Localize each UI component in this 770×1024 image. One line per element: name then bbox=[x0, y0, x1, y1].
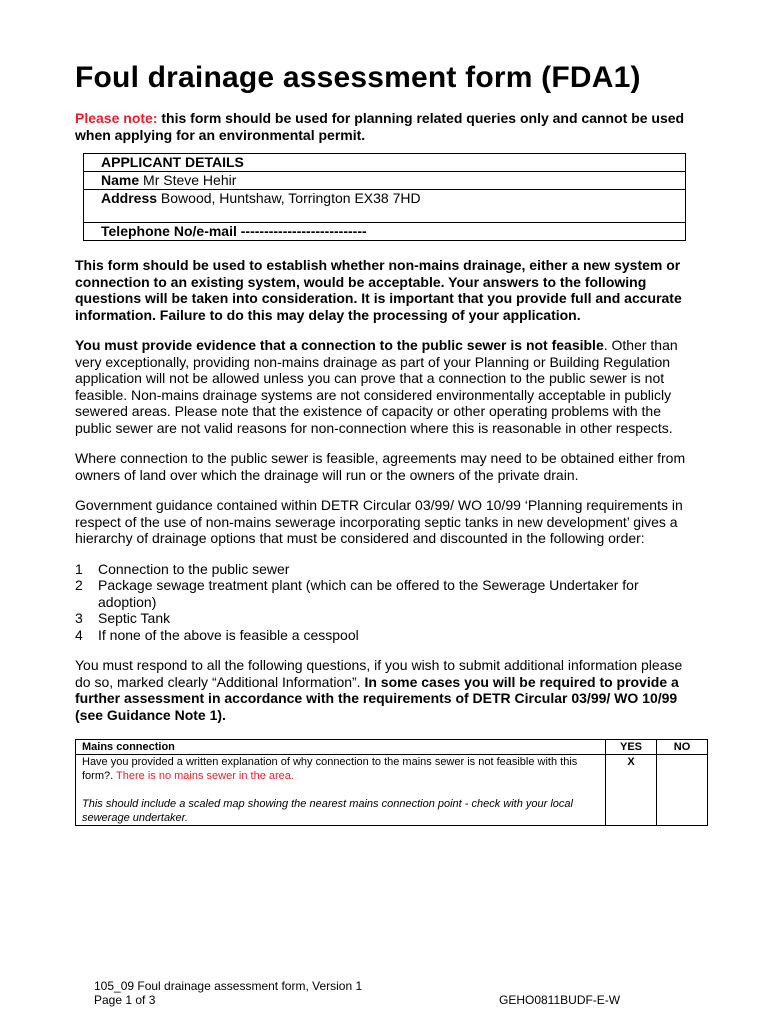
evidence-bold: You must provide evidence that a connection to the public sewer is not feasible bbox=[75, 337, 604, 353]
form-page bbox=[75, 58, 691, 826]
respond-text: You must respond to all the following questions, if you wish to submit additional information please do so, marked clearly “Additional Information”. bbox=[75, 657, 683, 690]
footer-doc-line: 105_09 Foul drainage assessment form, Version 1 bbox=[94, 979, 363, 993]
footer-code: GEHO0811BUDF-E-W bbox=[499, 993, 621, 1007]
name-label: Name bbox=[101, 172, 140, 188]
footer-left bbox=[94, 979, 362, 1007]
no-answer-cell[interactable] bbox=[657, 755, 708, 826]
applicant-details-table bbox=[83, 153, 686, 241]
list-item: 1 Connection to the public sewer bbox=[75, 560, 290, 577]
mains-question-cell bbox=[76, 755, 606, 826]
please-note-text: this form should be used for planning related queries only and cannot be used when applying for an environmental permit. bbox=[75, 110, 685, 143]
yes-header: YES bbox=[606, 740, 657, 755]
applicant-address-row bbox=[84, 190, 686, 223]
telephone-field[interactable]: Telephone No/e-mail --------------------------- bbox=[84, 223, 686, 241]
agreements-paragraph: Where connection to the public sewer is feasible, agreements may need to be obtained either from owners of land over which the drainage will run or the owners of the private drain. bbox=[75, 450, 686, 483]
mains-question: Have you provided a written explanation of why connection to the mains sewer is not feasible with this form?. There is no mains sewer in the area. bbox=[82, 756, 578, 782]
name-value[interactable]: Mr Steve Hehir bbox=[139, 172, 237, 188]
mains-hint: This should include a scaled map showing the nearest mains connection point - check with your local sewerage undertaker. bbox=[82, 798, 573, 824]
respond-bold: In some cases you will be required to provide a further assessment in accordance with the requirements of DETR Circular 03/99/ WO 10/99 (see Guidance Note 1). bbox=[75, 673, 679, 723]
applicant-name-row bbox=[84, 172, 686, 190]
mains-connection-table bbox=[75, 739, 708, 826]
evidence-text: . Other than very exceptionally, providing non-mains drainage as part of your Planning or Building Regulation application will not be allowed unless you can prove that a connection to the public sewer is not feasible. Non-mains drainage systems are not considered environmentally acceptable in publicly sewered areas. Please note that the existence of capacity or other operating problems with the public sewer are not valid reasons for non-connection where this is reasonable in other respects. bbox=[75, 337, 678, 436]
address-value[interactable]: Bowood, Huntshaw, Torrington EX38 7HD bbox=[157, 190, 421, 206]
address-label: Address bbox=[101, 190, 158, 206]
yes-answer-cell[interactable]: X bbox=[606, 755, 657, 826]
please-note-label: Please note: bbox=[75, 110, 158, 126]
mains-answer-note[interactable]: There is no mains sewer in the area. bbox=[116, 770, 294, 782]
applicant-heading: APPLICANT DETAILS bbox=[84, 154, 686, 172]
please-note bbox=[75, 110, 687, 144]
mains-heading: Mains connection bbox=[76, 740, 606, 755]
list-item: 2 Package sewage treatment plant (which can be offered to the Sewerage Undertaker for adoption) bbox=[75, 577, 639, 610]
list-item: 4 If none of the above is feasible a cesspool bbox=[75, 626, 359, 643]
footer-page-number: Page 1 of 3 bbox=[94, 993, 156, 1007]
evidence-paragraph bbox=[75, 337, 687, 436]
respond-paragraph bbox=[75, 657, 687, 723]
guidance-paragraph: Government guidance contained within DETR Circular 03/99/ WO 10/99 ‘Planning requirements in respect of the use of non-mains sewerage incorporating septic tanks in new development’ gives a hierarchy of drainage options that must be considered and discounted in the following order: bbox=[75, 497, 683, 546]
list-item: 3 Septic Tank bbox=[75, 610, 171, 626]
page-title: Foul drainage assessment form (FDA1) bbox=[75, 61, 641, 94]
intro-paragraph: This form should be used to establish whether non-mains drainage, either a new system or connection to an existing system, would be acceptable. Your answers to the following questions will be taken into consideration. It is important that you provide full and accurate information. Failure to do this may delay the processing of your application. bbox=[75, 257, 682, 323]
no-header: NO bbox=[657, 740, 708, 755]
drainage-options-list bbox=[75, 561, 687, 644]
